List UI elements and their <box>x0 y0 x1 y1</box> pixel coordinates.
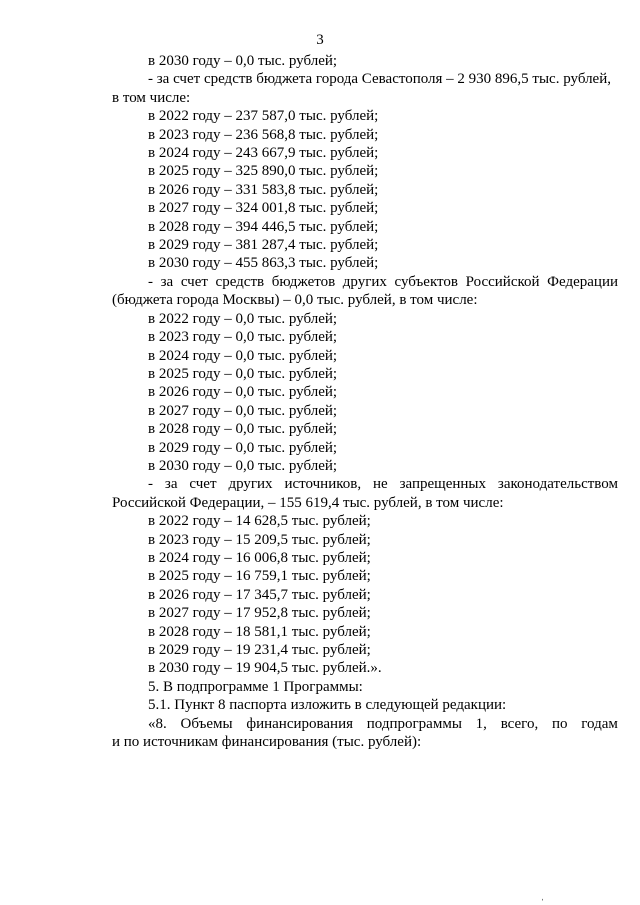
year-line: в 2025 году – 0,0 тыс. рублей; <box>148 365 338 382</box>
year-line: в 2029 году – 0,0 тыс. рублей; <box>148 439 338 456</box>
word: запрещенных <box>399 476 487 493</box>
word: финансирования <box>246 715 353 732</box>
year-line: в 2027 году – 0,0 тыс. рублей; <box>148 402 338 419</box>
word: всего, <box>500 715 539 732</box>
scan-mark: ˌ <box>541 890 545 901</box>
year-line: в 2024 году – 0,0 тыс. рублей; <box>148 347 338 364</box>
word: других <box>228 476 273 493</box>
word: источников, <box>284 476 362 493</box>
word: субъектов <box>394 273 458 290</box>
year-line: в 2030 году – 455 863,3 тыс. рублей; <box>148 255 379 272</box>
year-line: в 2026 году – 17 345,7 тыс. рублей; <box>148 586 371 603</box>
sevastopol-years-list <box>112 107 618 273</box>
word: за <box>164 476 178 493</box>
year-line: в 2025 году – 325 890,0 тыс. рублей; <box>148 163 379 180</box>
word: законодательством <box>497 476 618 493</box>
year-line: в 2027 году – 324 001,8 тыс. рублей; <box>148 200 379 217</box>
year-line: в 2026 году – 0,0 тыс. рублей; <box>148 384 338 401</box>
word: за <box>160 273 174 290</box>
year-line: в 2030 году – 0,0 тыс. рублей; <box>148 457 338 474</box>
word: - <box>148 476 153 493</box>
item-8-continuation: и по источникам финансирования (тыс. рублей): <box>112 734 422 751</box>
word: других <box>342 273 387 290</box>
other-sources-continuation: Российской Федерации, – 155 619,4 тыс. рублей, в том числе: <box>112 494 504 511</box>
word: Федерации <box>547 273 618 290</box>
word: 1, <box>475 715 487 732</box>
section-5-1-text: 5.1. Пункт 8 паспорта изложить в следующей редакции: <box>148 697 507 714</box>
item-8-heading <box>112 715 618 733</box>
word: средств <box>215 273 265 290</box>
word: не <box>373 476 388 493</box>
other-subjects-heading <box>112 273 618 291</box>
year-line: в 2028 году – 394 446,5 тыс. рублей; <box>148 218 379 235</box>
year-line: в 2022 году – 237 587,0 тыс. рублей; <box>148 108 379 125</box>
document-body <box>112 52 618 751</box>
word: - <box>148 273 153 290</box>
year-line: в 2030 году – 19 904,5 тыс. рублей.». <box>148 660 382 677</box>
word: «8. <box>148 715 167 732</box>
year-line: в 2028 году – 0,0 тыс. рублей; <box>148 421 338 438</box>
word: счет <box>180 273 208 290</box>
year-line: в 2022 году – 0,0 тыс. рублей; <box>148 310 338 327</box>
year-line: в 2028 году – 18 581,1 тыс. рублей; <box>148 623 371 640</box>
year-line: в 2024 году – 16 006,8 тыс. рублей; <box>148 549 371 566</box>
word: счет <box>189 476 217 493</box>
word: Объемы <box>180 715 233 732</box>
page-number: 3 <box>316 32 324 48</box>
year-line: в 2022 году – 14 628,5 тыс. рублей; <box>148 513 371 530</box>
word: Российской <box>465 273 540 290</box>
sevastopol-budget-heading: - за счет средств бюджета города Севастополя – 2 930 896,5 тыс. рублей, <box>148 71 611 88</box>
section-5-heading: 5. В подпрограмме 1 Программы: <box>148 678 363 695</box>
year-line: в 2024 году – 243 667,9 тыс. рублей; <box>148 145 379 162</box>
year-line: в 2023 году – 236 568,8 тыс. рублей; <box>148 126 379 143</box>
year-line: в 2023 году – 0,0 тыс. рублей; <box>148 329 338 346</box>
other-subjects-years-list <box>112 310 618 476</box>
other-sources-heading <box>112 475 618 493</box>
year-line: в 2030 году – 0,0 тыс. рублей; <box>148 53 338 69</box>
sevastopol-budget-continuation: в том числе: <box>112 89 191 106</box>
year-line: в 2025 году – 16 759,1 тыс. рублей; <box>148 568 371 585</box>
word: годам <box>581 715 618 732</box>
other-subjects-continuation: (бюджета города Москвы) – 0,0 тыс. рублей, в том числе: <box>112 292 478 309</box>
word: подпрограммы <box>366 715 462 732</box>
year-line: в 2026 году – 331 583,8 тыс. рублей; <box>148 181 379 198</box>
year-line: в 2029 году – 381 287,4 тыс. рублей; <box>148 237 379 254</box>
other-sources-years-list <box>112 512 618 678</box>
word: бюджетов <box>271 273 336 290</box>
year-line: в 2029 году – 19 231,4 тыс. рублей; <box>148 642 371 658</box>
word: по <box>551 715 568 732</box>
year-line: в 2023 году – 15 209,5 тыс. рублей; <box>148 531 371 548</box>
year-line: в 2027 году – 17 952,8 тыс. рублей; <box>148 605 371 622</box>
